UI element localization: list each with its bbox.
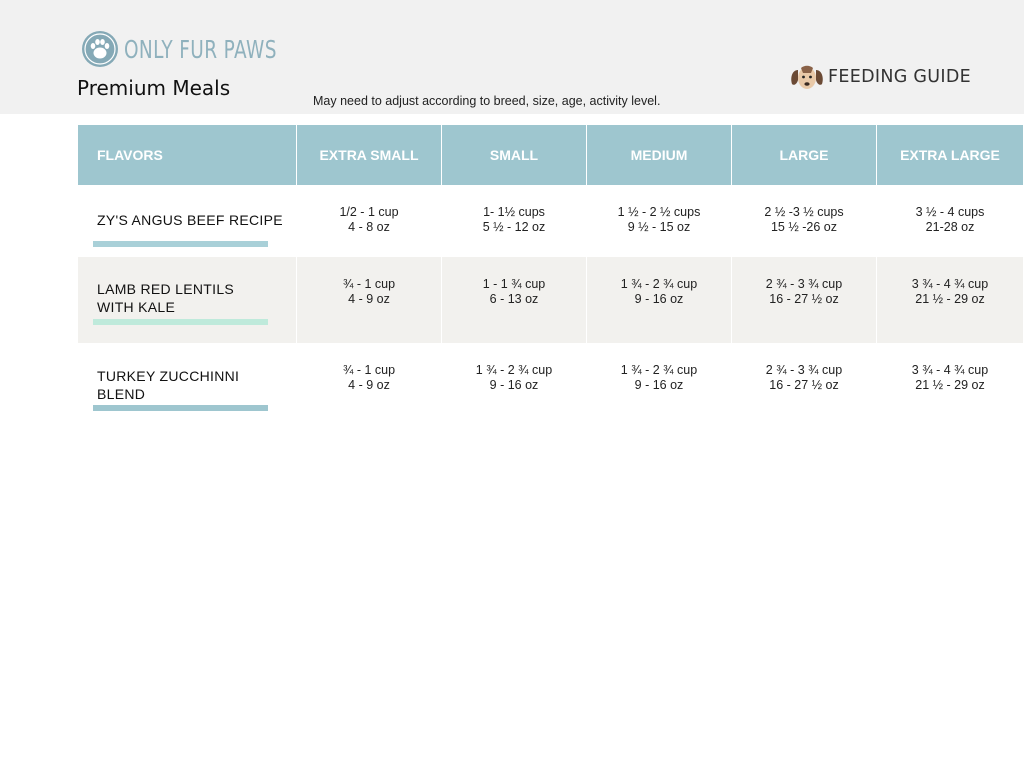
cup-amount: 1- 1½ cups [483,205,545,219]
dog-face-icon [789,62,825,92]
cup-amount: 1 - 1 ¾ cup [482,277,546,291]
page-subtitle: May need to adjust according to breed, size, age, activity level. [313,94,661,108]
oz-amount: 9 - 16 oz [634,292,684,306]
oz-amount: 4 - 9 oz [348,378,390,392]
table-cell [297,343,442,423]
oz-amount: 9 - 16 oz [634,378,684,392]
flavor-name: LAMB RED LENTILS WITH KALE [97,281,235,315]
flavor-name: ZY'S ANGUS BEEF RECIPE [97,212,283,228]
cup-amount: 2 ½ -3 ½ cups [764,205,844,219]
flavor-cell [78,257,297,343]
table-cell [587,257,732,343]
flavor-underline [93,319,268,325]
cup-amount: 3 ½ - 4 cups [915,205,985,219]
flavor-cell [78,343,297,423]
cup-amount: 3 ¾ - 4 ¾ cup [911,277,989,291]
table-cell [732,185,877,257]
table-row [78,257,1024,343]
table-cell [442,257,587,343]
cup-amount: ¾ - 1 cup [342,277,396,291]
table-cell [877,343,1024,423]
table-cell [732,257,877,343]
cup-amount: 1 ¾ - 2 ¾ cup [620,363,698,377]
table-cell [732,343,877,423]
table-row [78,185,1024,257]
table-row [78,343,1024,423]
column-header-flavors: FLAVORS [78,125,297,185]
cup-amount: 1 ¾ - 2 ¾ cup [475,363,553,377]
table-cell [877,185,1024,257]
feeding-guide-label [789,62,971,92]
table-cell [442,343,587,423]
page-title: Premium Meals [77,76,231,100]
table-cell [297,257,442,343]
oz-amount: 21 ½ - 29 oz [915,292,985,306]
oz-amount: 16 - 27 ½ oz [769,378,839,392]
flavor-name: TURKEY ZUCCHINNI BLEND [97,368,240,402]
oz-amount: 21 ½ - 29 oz [915,378,985,392]
oz-amount: 9 ½ - 15 oz [627,220,691,234]
column-header-extra-small: EXTRA SMALL [297,125,442,185]
cup-amount: 1 ½ - 2 ½ cups [617,205,701,219]
cup-amount: 3 ¾ - 4 ¾ cup [911,363,989,377]
flavor-cell [78,185,297,257]
brand-name: ONLY FUR PAWS [124,34,277,64]
table-cell [587,185,732,257]
paw-print-icon [82,31,118,67]
flavor-underline [93,405,268,411]
oz-amount: 6 - 13 oz [489,292,539,306]
feeding-guide-text: FEEDING GUIDE [828,67,971,87]
oz-amount: 9 - 16 oz [489,378,539,392]
cup-amount: ¾ - 1 cup [342,363,396,377]
feeding-table [78,125,1024,423]
oz-amount: 15 ½ -26 oz [770,220,837,234]
table-cell [587,343,732,423]
table-cell [442,185,587,257]
column-header-small: SMALL [442,125,587,185]
cup-amount: 1/2 - 1 cup [339,205,399,219]
oz-amount: 16 - 27 ½ oz [769,292,839,306]
oz-amount: 4 - 9 oz [348,292,390,306]
oz-amount: 4 - 8 oz [348,220,390,234]
table-header [78,125,1024,185]
table-cell [877,257,1024,343]
oz-amount: 21-28 oz [925,220,975,234]
column-header-extra-large: EXTRA LARGE [877,125,1024,185]
oz-amount: 5 ½ - 12 oz [482,220,546,234]
cup-amount: 2 ¾ - 3 ¾ cup [765,277,843,291]
cup-amount: 1 ¾ - 2 ¾ cup [620,277,698,291]
column-header-large: LARGE [732,125,877,185]
cup-amount: 2 ¾ - 3 ¾ cup [765,363,843,377]
column-header-medium: MEDIUM [587,125,732,185]
table-cell [297,185,442,257]
brand-logo [82,30,331,68]
flavor-underline [93,241,268,247]
